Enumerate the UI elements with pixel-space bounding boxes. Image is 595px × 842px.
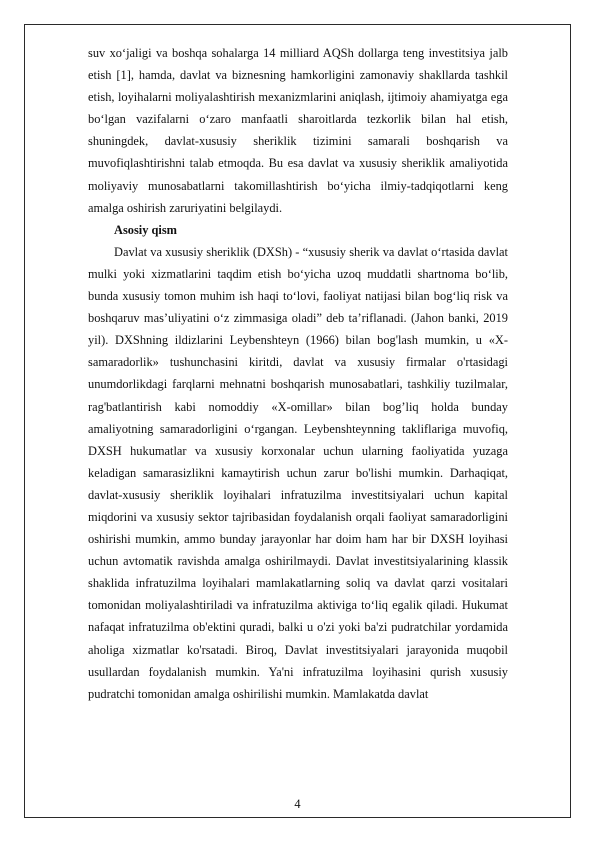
page-number: 4 [294,797,301,811]
body-paragraph: Davlat va xususiy sheriklik (DXSh) - “xususiy sherik va davlat o‘rtasida davlat mulki yoki xizmatlarini taqdim etish bo‘yicha uzoq muddatli shartnoma bo‘lib, bunda xususiy tomon muhim ish haqi to‘lovi, faoliyat natijasi bilan bog‘liq risk va boshqaruv mas’uliyatini o‘z zimmasiga oladi” deb ta’riflanadi. (Jahon banki, 2019 yil). DXShning ildizlarini Leybenshteyn (1966) bilan bog'lash mumkin, u «X-samaradorlik» tushunchasini kiritdi, davlat va xususiy firmalar o'rtasidagi unumdorlikdagi farqlarni mehnatni boshqarish munosabatlari, tashkiliy tuzilmalar, rag'batlantirish kabi nomoddiy «X-omillar» bilan bog’liq holda bunday amaliyotning samaradorligini o‘rgangan. Leybenshteynning takliflariga muvofiq, DXSH hukumatlar va xususiy korxonalar uchun ularning faoliyatida yuzaga keladigan samarasizlikni kamaytirish uchun zarur bo'lishi mumkin. Darhaqiqat, davlat-xususiy sheriklik loyihalari infratuzilma investitsiyalari uchun kapital miqdorini va xususiy sektor tajribasidan foydalanish orqali faoliyat samaradorligini oshirishi mumkin, ammo bunday jarayonlar har doim ham har bir DXSH loyihasi uchun avtomatik ravishda amalga oshirilmaydi. Davlat investitsiyalarining klassik shaklida infratuzilma loyihalari mamlakatlarning soliq va davlat qarzi vositalari tomonidan moliyalashtiriladi va infratuzilma aktiviga to‘liq egalik qiladi. Hukumat nafaqat infratuzilma ob'ektini quradi, balki u o'zi yoki ba'zi pudratchilar yordamida aholiga xizmatlar ko'rsatadi. Biroq, Davlat investitsiyalari jarayonida muqobil usullardan foydalanish mumkin. Ya'ni infratuzilma loyihasini qurish xususiy pudratchi tomonidan amalga oshirilishi mumkin. Mamlakatda davlat [88,244,508,701]
section-heading: Asosiy qism [114,222,177,237]
page-content [88,42,508,705]
intro-paragraph: suv xo‘jaligi va boshqa sohalarga 14 milliard AQSh dollarga teng investitsiya jalb etish [1], hamda, davlat va biznesning hamkorligini zamonaviy shakllarda tashkil etish, loyihalarni moliyalashtirish mexanizmlarini aniqlash, ijtimoiy ahamiyatga ega bo‘lgan vazifalarni o‘zaro manfaatli sharoitlarda tezkorlik bilan hal etish, shuningdek, davlat-xususiy sheriklik tizimini samarali boshqarish va muvofiqlashtirishni talab etmoqda. Bu esa davlat va xususiy sheriklik amaliyotida moliyaviy munosabatlarni takomillashtirish bo‘yicha ilmiy-tadqiqotlarni keng amalga oshirish zaruriyatini belgilaydi. [88,46,508,215]
